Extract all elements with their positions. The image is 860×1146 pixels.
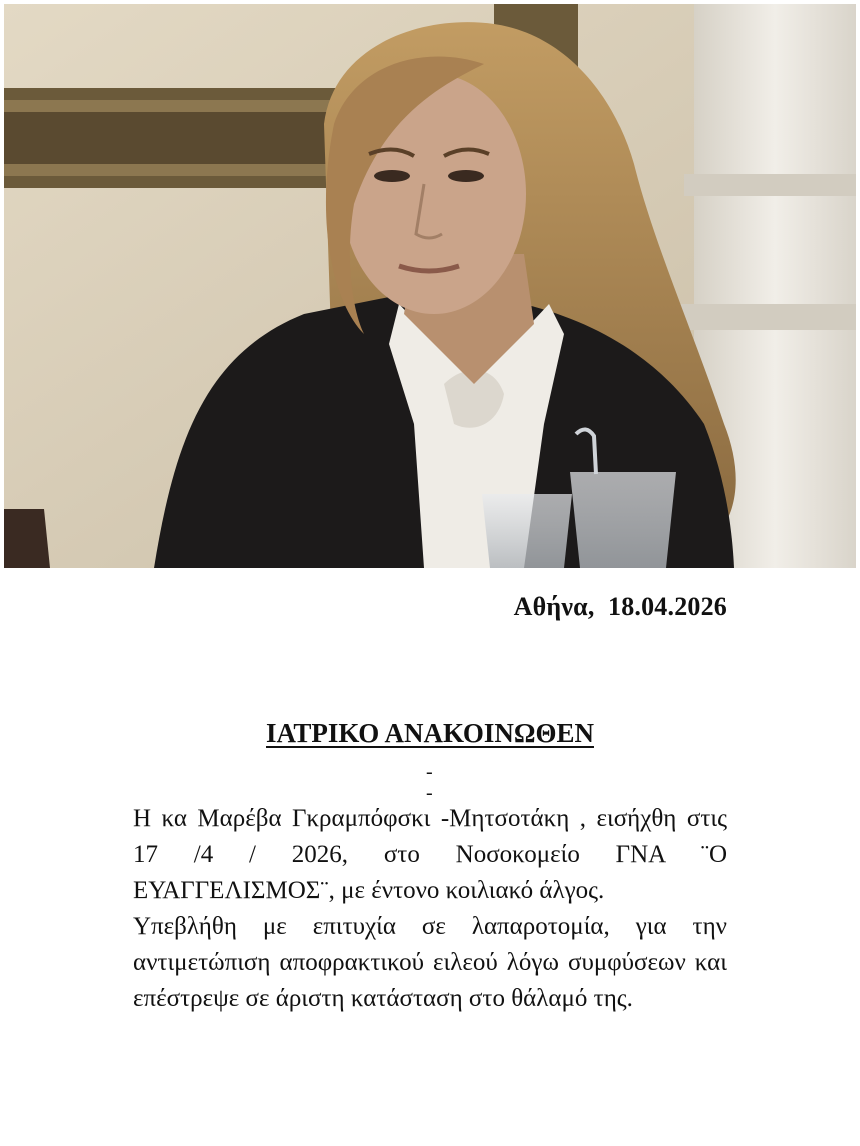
date-place: Αθήνα, [513, 592, 595, 621]
portrait-photo [4, 4, 856, 568]
paragraph-surgery: Υπεβλήθη με επιτυχία σε λαπαροτομία, για την αντιμετώπιση αποφρακτικού ειλεού λόγω συμφύσεων και επέστρεψε σε άριστη κατάσταση στο θάλαμό της. [133, 913, 727, 1012]
announcement-title [0, 718, 860, 749]
announcement-body [133, 801, 727, 1017]
date-line [0, 592, 727, 622]
date-value: 18.04.2026 [608, 592, 727, 621]
dash-separator-2: - [426, 782, 433, 804]
announcement-title-text: ΙΑΤΡΙΚΟ ΑΝΑΚΟΙΝΩΘΕΝ [266, 718, 594, 748]
paragraph-admission: Η κα Μαρέβα Γκραμπόφσκι -Μητσοτάκη , εισήχθη στις 17 /4 / 2026, στο Νοσοκομείο ΓΝΑ ¨Ο ΕΥΑΓΓΕΛΙΣΜΟΣ¨, με έντονο κοιλιακό άλγος. [133, 805, 727, 904]
dash-separator-1: - [426, 761, 433, 783]
